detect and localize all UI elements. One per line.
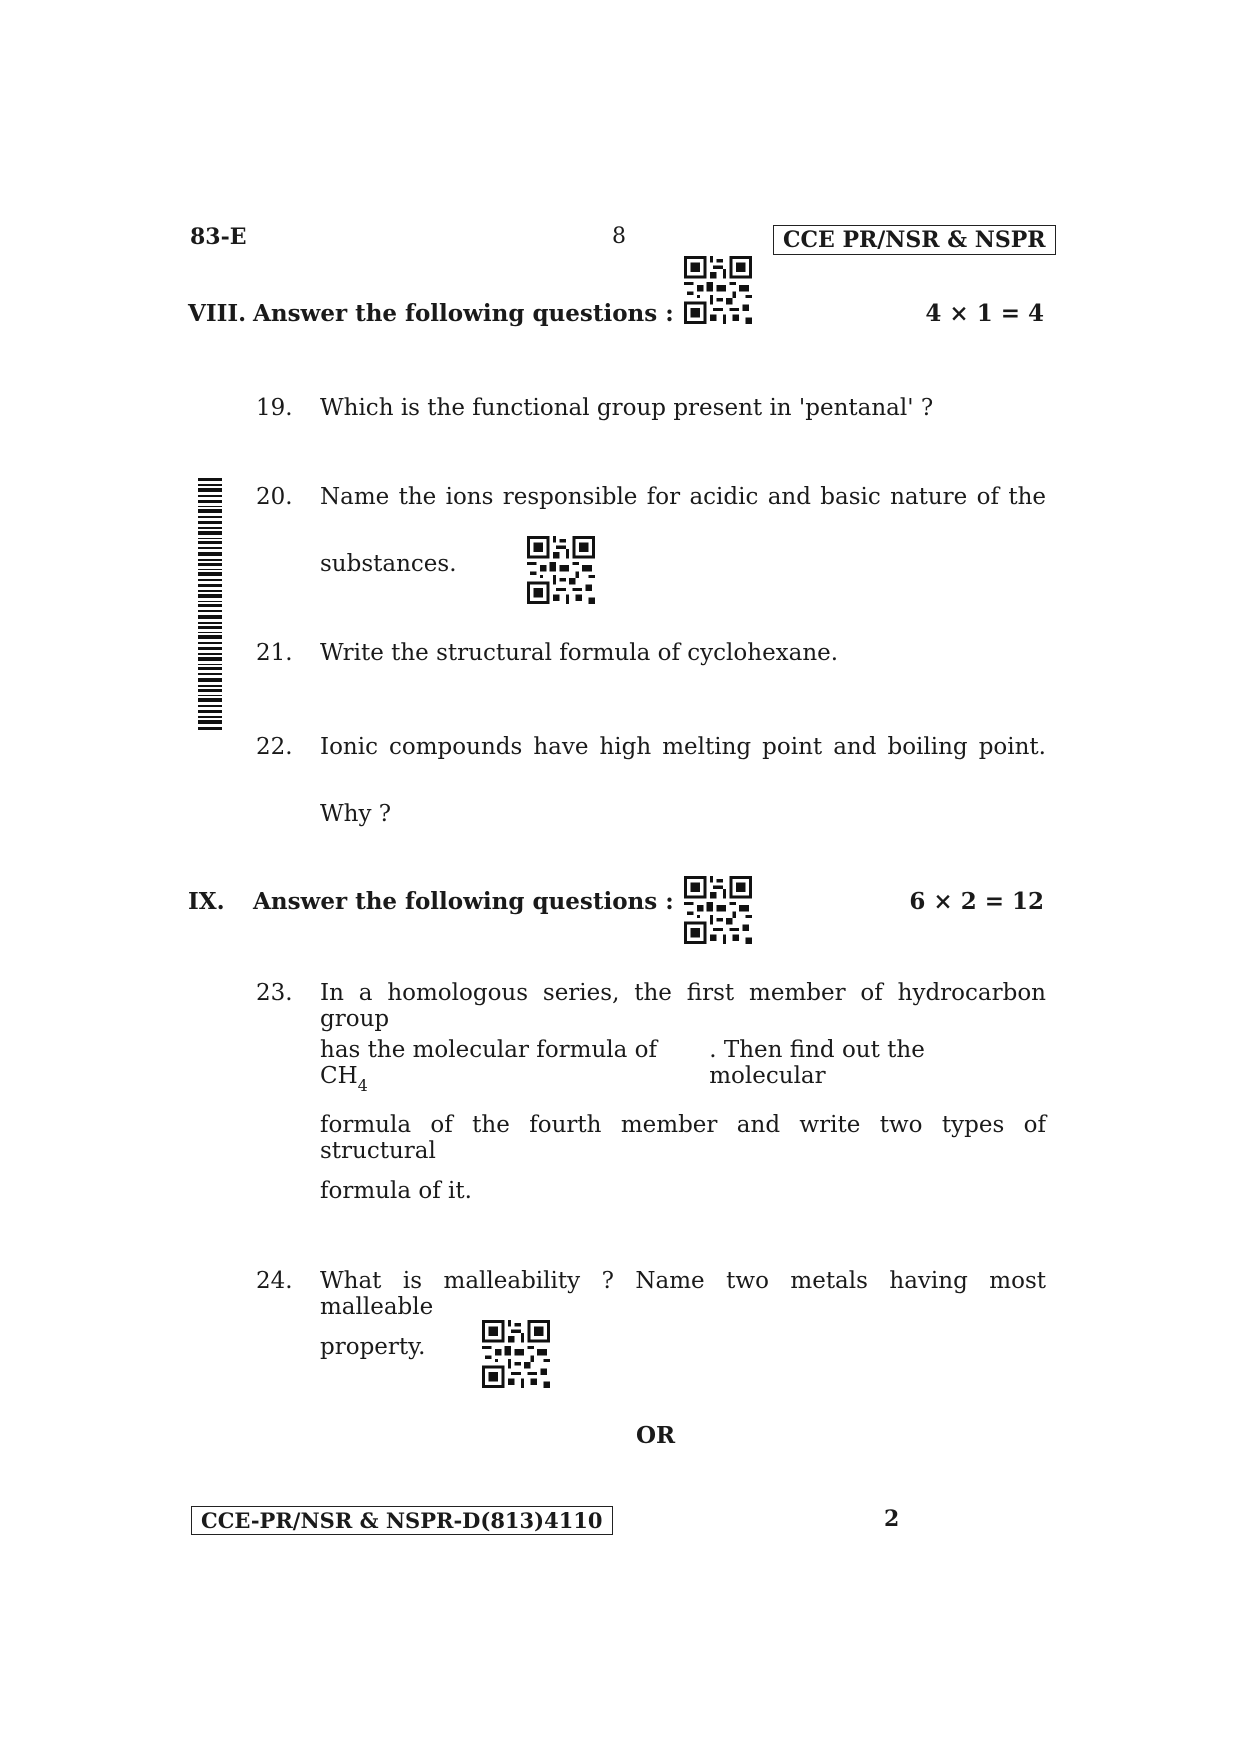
question-21-number: 21. [256, 640, 293, 666]
question-23-line4: formula of it. [320, 1178, 472, 1204]
section-viii-title: Answer the following questions : [253, 300, 674, 327]
qr-code-icon [482, 1320, 550, 1388]
question-22-number: 22. [256, 734, 293, 760]
section-viii-marks: 4 × 1 = 4 [925, 300, 1044, 327]
question-22-line1: Ionic compounds have high melting point and boiling point. [320, 734, 1046, 760]
question-20-line1: Name the ions responsible for acidic and basic nature of the [320, 484, 1046, 510]
page-mark: 8 [612, 224, 626, 249]
paper-code: 83-E [190, 224, 247, 250]
question-23-number: 23. [256, 980, 293, 1006]
qr-code-icon [527, 536, 595, 604]
question-20-number: 20. [256, 484, 293, 510]
qr-code-icon [684, 256, 752, 324]
question-23-line2-formula: has the molecular formula of $CH_4$ [320, 1037, 658, 1095]
question-19-number: 19. [256, 395, 293, 421]
question-19-text: Which is the functional group present in 'pentanal' ? [320, 395, 934, 421]
series-box: CCE PR/NSR & NSPR [773, 225, 1056, 255]
question-23-line3: formula of the fourth member and write two types of structural [320, 1112, 1046, 1164]
question-21-text: Write the structural formula of cyclohexane. [320, 640, 839, 666]
question-23-line2 [320, 1037, 1046, 1095]
question-24-line1: What is malleability ? Name two metals having most malleable [320, 1268, 1046, 1320]
barcode-icon [198, 478, 222, 732]
question-22-line2: Why ? [320, 801, 392, 827]
footer-code-box: CCE-PR/NSR & NSPR-D(813)4110 [191, 1506, 613, 1535]
qr-code-icon [684, 876, 752, 944]
or-label: OR [636, 1422, 676, 1449]
section-ix-title: Answer the following questions : [253, 888, 674, 915]
section-viii-numeral: VIII. [188, 300, 247, 327]
section-ix-numeral: IX. [188, 888, 225, 915]
question-23-line1: In a homologous series, the first member of hydrocarbon group [320, 980, 1046, 1032]
question-23-line2-rest: . Then find out the molecular [709, 1037, 925, 1089]
question-20-line2: substances. [320, 551, 457, 577]
question-24-number: 24. [256, 1268, 293, 1294]
question-24-line2: property. [320, 1334, 426, 1360]
section-ix-marks: 6 × 2 = 12 [909, 888, 1044, 915]
footer-page-number: 2 [884, 1506, 900, 1532]
